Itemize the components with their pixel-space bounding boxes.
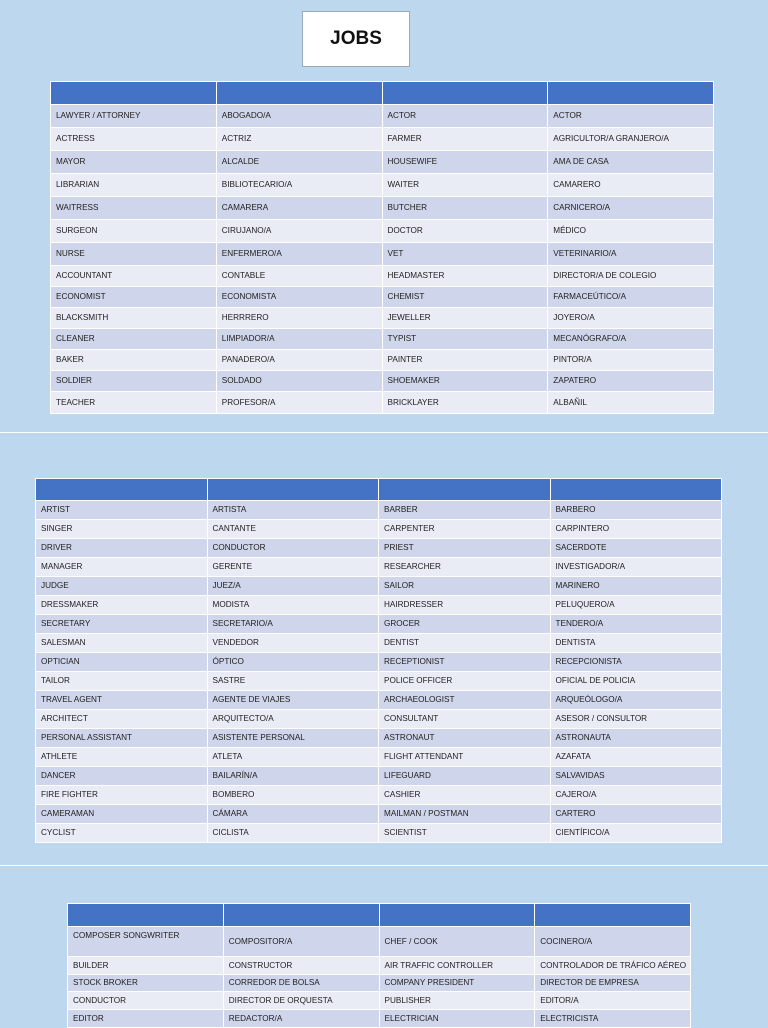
spanish-job-cell: ALBAÑIL [548, 392, 714, 414]
english-job-cell: SINGER [36, 520, 208, 539]
english-job-cell: ARTIST [36, 501, 208, 520]
table-row [68, 957, 691, 975]
english-job-cell: DRIVER [36, 539, 208, 558]
spanish-job-cell: SACERDOTE [550, 539, 722, 558]
table-row [36, 653, 722, 672]
english-job-cell: PUBLISHER [379, 992, 535, 1010]
english-job-cell: MANAGER [36, 558, 208, 577]
english-job-cell: SCIENTIST [379, 824, 551, 843]
table-header-row [68, 904, 691, 927]
spanish-job-cell: MODISTA [207, 596, 379, 615]
english-job-cell: MAYOR [51, 151, 217, 174]
table-row [68, 1010, 691, 1028]
jobs-table-2 [35, 478, 722, 843]
table-row [51, 151, 714, 174]
table-header-row [36, 479, 722, 501]
english-job-cell: BLACKSMITH [51, 308, 217, 329]
spanish-job-cell: CARPINTERO [550, 520, 722, 539]
english-job-cell: CONSULTANT [379, 710, 551, 729]
spanish-job-cell: TENDERO/A [550, 615, 722, 634]
table-row [36, 786, 722, 805]
table-row [36, 539, 722, 558]
table-row [51, 329, 714, 350]
jobs-table-1 [50, 81, 714, 414]
spanish-job-cell: CAMARERA [216, 197, 382, 220]
english-job-cell: RESEARCHER [379, 558, 551, 577]
spanish-job-cell: DIRECTOR DE EMPRESA [535, 975, 691, 992]
english-job-cell: HOUSEWIFE [382, 151, 548, 174]
english-job-cell: COMPANY PRESIDENT [379, 975, 535, 992]
english-job-cell: OPTICIAN [36, 653, 208, 672]
spanish-job-cell: ARQUEÓLOGO/A [550, 691, 722, 710]
spanish-job-cell: CIRUJANO/A [216, 220, 382, 243]
table-row [68, 927, 691, 957]
table-row [51, 287, 714, 308]
english-job-cell: SURGEON [51, 220, 217, 243]
english-job-cell: SHOEMAKER [382, 371, 548, 392]
spanish-job-cell: CORREDOR DE BOLSA [223, 975, 379, 992]
english-job-cell: SAILOR [379, 577, 551, 596]
english-job-cell: ACTRESS [51, 128, 217, 151]
spanish-job-cell: PELUQUERO/A [550, 596, 722, 615]
spanish-job-cell: AGRICULTOR/A GRANJERO/A [548, 128, 714, 151]
english-job-cell: CONDUCTOR [68, 992, 224, 1010]
table-row [36, 634, 722, 653]
english-job-cell: HEADMASTER [382, 266, 548, 287]
jobs-table-3 [67, 903, 691, 1028]
spanish-job-cell: CONDUCTOR [207, 539, 379, 558]
spanish-job-cell: BARBERO [550, 501, 722, 520]
english-job-cell: WAITER [382, 174, 548, 197]
table-row [68, 975, 691, 992]
spanish-job-cell: ATLETA [207, 748, 379, 767]
spanish-job-cell: RECEPCIONISTA [550, 653, 722, 672]
spanish-job-cell: ZAPATERO [548, 371, 714, 392]
english-job-cell: TRAVEL AGENT [36, 691, 208, 710]
table-row [51, 105, 714, 128]
spanish-job-cell: ACTOR [548, 105, 714, 128]
spanish-job-cell: BAILARÍN/A [207, 767, 379, 786]
section-divider [0, 865, 768, 866]
spanish-job-cell: ABOGADO/A [216, 105, 382, 128]
english-job-cell: ARCHITECT [36, 710, 208, 729]
spanish-job-cell: ALCALDE [216, 151, 382, 174]
page-title: JOBS [302, 11, 410, 67]
table-row [36, 729, 722, 748]
english-job-cell: PERSONAL ASSISTANT [36, 729, 208, 748]
spanish-job-cell: DIRECTOR DE ORQUESTA [223, 992, 379, 1010]
english-job-cell: FARMER [382, 128, 548, 151]
header-cell [223, 904, 379, 927]
header-cell [550, 479, 722, 501]
spanish-job-cell: CARNICERO/A [548, 197, 714, 220]
table-row [51, 308, 714, 329]
header-cell [51, 82, 217, 105]
english-job-cell: CASHIER [379, 786, 551, 805]
english-job-cell: GROCER [379, 615, 551, 634]
spanish-job-cell: FARMACEÚTICO/A [548, 287, 714, 308]
english-job-cell: COMPOSER SONGWRITER [68, 927, 224, 957]
spanish-job-cell: LIMPIADOR/A [216, 329, 382, 350]
english-job-cell: FIRE FIGHTER [36, 786, 208, 805]
english-job-cell: BAKER [51, 350, 217, 371]
english-job-cell: SALESMAN [36, 634, 208, 653]
english-job-cell: TEACHER [51, 392, 217, 414]
spanish-job-cell: SOLDADO [216, 371, 382, 392]
table-row [36, 577, 722, 596]
english-job-cell: RECEPTIONIST [379, 653, 551, 672]
english-job-cell: CHEMIST [382, 287, 548, 308]
spanish-job-cell: CONTABLE [216, 266, 382, 287]
english-job-cell: CYCLIST [36, 824, 208, 843]
english-job-cell: ACCOUNTANT [51, 266, 217, 287]
spanish-job-cell: COMPOSITOR/A [223, 927, 379, 957]
english-job-cell: POLICE OFFICER [379, 672, 551, 691]
english-job-cell: BRICKLAYER [382, 392, 548, 414]
spanish-job-cell: EDITOR/A [535, 992, 691, 1010]
english-job-cell: EDITOR [68, 1010, 224, 1028]
english-job-cell: BARBER [379, 501, 551, 520]
table-row [51, 174, 714, 197]
english-job-cell: BUILDER [68, 957, 224, 975]
header-cell [216, 82, 382, 105]
spanish-job-cell: CARTERO [550, 805, 722, 824]
spanish-job-cell: ELECTRICISTA [535, 1010, 691, 1028]
spanish-job-cell: BOMBERO [207, 786, 379, 805]
table-row [36, 748, 722, 767]
spanish-job-cell: VETERINARIO/A [548, 243, 714, 266]
english-job-cell: DENTIST [379, 634, 551, 653]
english-job-cell: JEWELLER [382, 308, 548, 329]
english-job-cell: ECONOMIST [51, 287, 217, 308]
table-row [51, 197, 714, 220]
table-row [51, 128, 714, 151]
header-cell [379, 479, 551, 501]
table-row [36, 501, 722, 520]
english-job-cell: CLEANER [51, 329, 217, 350]
header-cell [207, 479, 379, 501]
spanish-job-cell: ASESOR / CONSULTOR [550, 710, 722, 729]
spanish-job-cell: ECONOMISTA [216, 287, 382, 308]
spanish-job-cell: CONTROLADOR DE TRÁFICO AÉREO [535, 957, 691, 975]
spanish-job-cell: ASTRONAUTA [550, 729, 722, 748]
header-cell [548, 82, 714, 105]
spanish-job-cell: ACTRIZ [216, 128, 382, 151]
spanish-job-cell: ÓPTICO [207, 653, 379, 672]
spanish-job-cell: INVESTIGADOR/A [550, 558, 722, 577]
spanish-job-cell: CIENTÍFICO/A [550, 824, 722, 843]
table-row [36, 767, 722, 786]
spanish-job-cell: MECANÓGRAFO/A [548, 329, 714, 350]
english-job-cell: LIBRARIAN [51, 174, 217, 197]
spanish-job-cell: AZAFATA [550, 748, 722, 767]
spanish-job-cell: VENDEDOR [207, 634, 379, 653]
spanish-job-cell: DIRECTOR/A DE COLEGIO [548, 266, 714, 287]
table-row [51, 371, 714, 392]
header-cell [382, 82, 548, 105]
english-job-cell: DRESSMAKER [36, 596, 208, 615]
english-job-cell: VET [382, 243, 548, 266]
table-row [36, 805, 722, 824]
english-job-cell: HAIRDRESSER [379, 596, 551, 615]
spanish-job-cell: ARTISTA [207, 501, 379, 520]
spanish-job-cell: SALVAVIDAS [550, 767, 722, 786]
spanish-job-cell: ENFERMERO/A [216, 243, 382, 266]
table-row [51, 243, 714, 266]
english-job-cell: BUTCHER [382, 197, 548, 220]
english-job-cell: AIR TRAFFIC CONTROLLER [379, 957, 535, 975]
spanish-job-cell: CÁMARA [207, 805, 379, 824]
header-cell [535, 904, 691, 927]
english-job-cell: PAINTER [382, 350, 548, 371]
english-job-cell: SECRETARY [36, 615, 208, 634]
english-job-cell: CHEF / COOK [379, 927, 535, 957]
spanish-job-cell: AGENTE DE VIAJES [207, 691, 379, 710]
english-job-cell: TAILOR [36, 672, 208, 691]
spanish-job-cell: JUEZ/A [207, 577, 379, 596]
english-job-cell: TYPIST [382, 329, 548, 350]
english-job-cell: FLIGHT ATTENDANT [379, 748, 551, 767]
spanish-job-cell: PROFESOR/A [216, 392, 382, 414]
english-job-cell: ACTOR [382, 105, 548, 128]
section-divider [0, 432, 768, 433]
english-job-cell: DANCER [36, 767, 208, 786]
spanish-job-cell: CAMARERO [548, 174, 714, 197]
spanish-job-cell: ASISTENTE PERSONAL [207, 729, 379, 748]
english-job-cell: LIFEGUARD [379, 767, 551, 786]
table-row [36, 596, 722, 615]
english-job-cell: ATHLETE [36, 748, 208, 767]
table-row [36, 691, 722, 710]
spanish-job-cell: CANTANTE [207, 520, 379, 539]
english-job-cell: JUDGE [36, 577, 208, 596]
spanish-job-cell: BIBLIOTECARIO/A [216, 174, 382, 197]
spanish-job-cell: ARQUITECTO/A [207, 710, 379, 729]
english-job-cell: SOLDIER [51, 371, 217, 392]
english-job-cell: DOCTOR [382, 220, 548, 243]
spanish-job-cell: MARINERO [550, 577, 722, 596]
table-row [36, 558, 722, 577]
spanish-job-cell: PANADERO/A [216, 350, 382, 371]
english-job-cell: PRIEST [379, 539, 551, 558]
english-job-cell: CAMERAMAN [36, 805, 208, 824]
english-job-cell: STOCK BROKER [68, 975, 224, 992]
table-header-row [51, 82, 714, 105]
spanish-job-cell: CICLISTA [207, 824, 379, 843]
english-job-cell: WAITRESS [51, 197, 217, 220]
spanish-job-cell: SECRETARIO/A [207, 615, 379, 634]
table-row [51, 266, 714, 287]
spanish-job-cell: MÉDICO [548, 220, 714, 243]
spanish-job-cell: PINTOR/A [548, 350, 714, 371]
header-cell [36, 479, 208, 501]
table-row [51, 392, 714, 414]
spanish-job-cell: DENTISTA [550, 634, 722, 653]
spanish-job-cell: GERENTE [207, 558, 379, 577]
spanish-job-cell: SASTRE [207, 672, 379, 691]
english-job-cell: NURSE [51, 243, 217, 266]
spanish-job-cell: CONSTRUCTOR [223, 957, 379, 975]
english-job-cell: LAWYER / ATTORNEY [51, 105, 217, 128]
spanish-job-cell: COCINERO/A [535, 927, 691, 957]
header-cell [379, 904, 535, 927]
spanish-job-cell: HERRRERO [216, 308, 382, 329]
spanish-job-cell: REDACTOR/A [223, 1010, 379, 1028]
table-row [51, 350, 714, 371]
english-job-cell: ARCHAEOLOGIST [379, 691, 551, 710]
spanish-job-cell: OFICIAL DE POLICIA [550, 672, 722, 691]
spanish-job-cell: AMA DE CASA [548, 151, 714, 174]
table-row [36, 520, 722, 539]
english-job-cell: MAILMAN / POSTMAN [379, 805, 551, 824]
english-job-cell: CARPENTER [379, 520, 551, 539]
english-job-cell: ELECTRICIAN [379, 1010, 535, 1028]
table-row [51, 220, 714, 243]
table-row [68, 992, 691, 1010]
spanish-job-cell: JOYERO/A [548, 308, 714, 329]
table-row [36, 710, 722, 729]
header-cell [68, 904, 224, 927]
table-row [36, 672, 722, 691]
spanish-job-cell: CAJERO/A [550, 786, 722, 805]
table-row [36, 615, 722, 634]
english-job-cell: ASTRONAUT [379, 729, 551, 748]
table-row [36, 824, 722, 843]
